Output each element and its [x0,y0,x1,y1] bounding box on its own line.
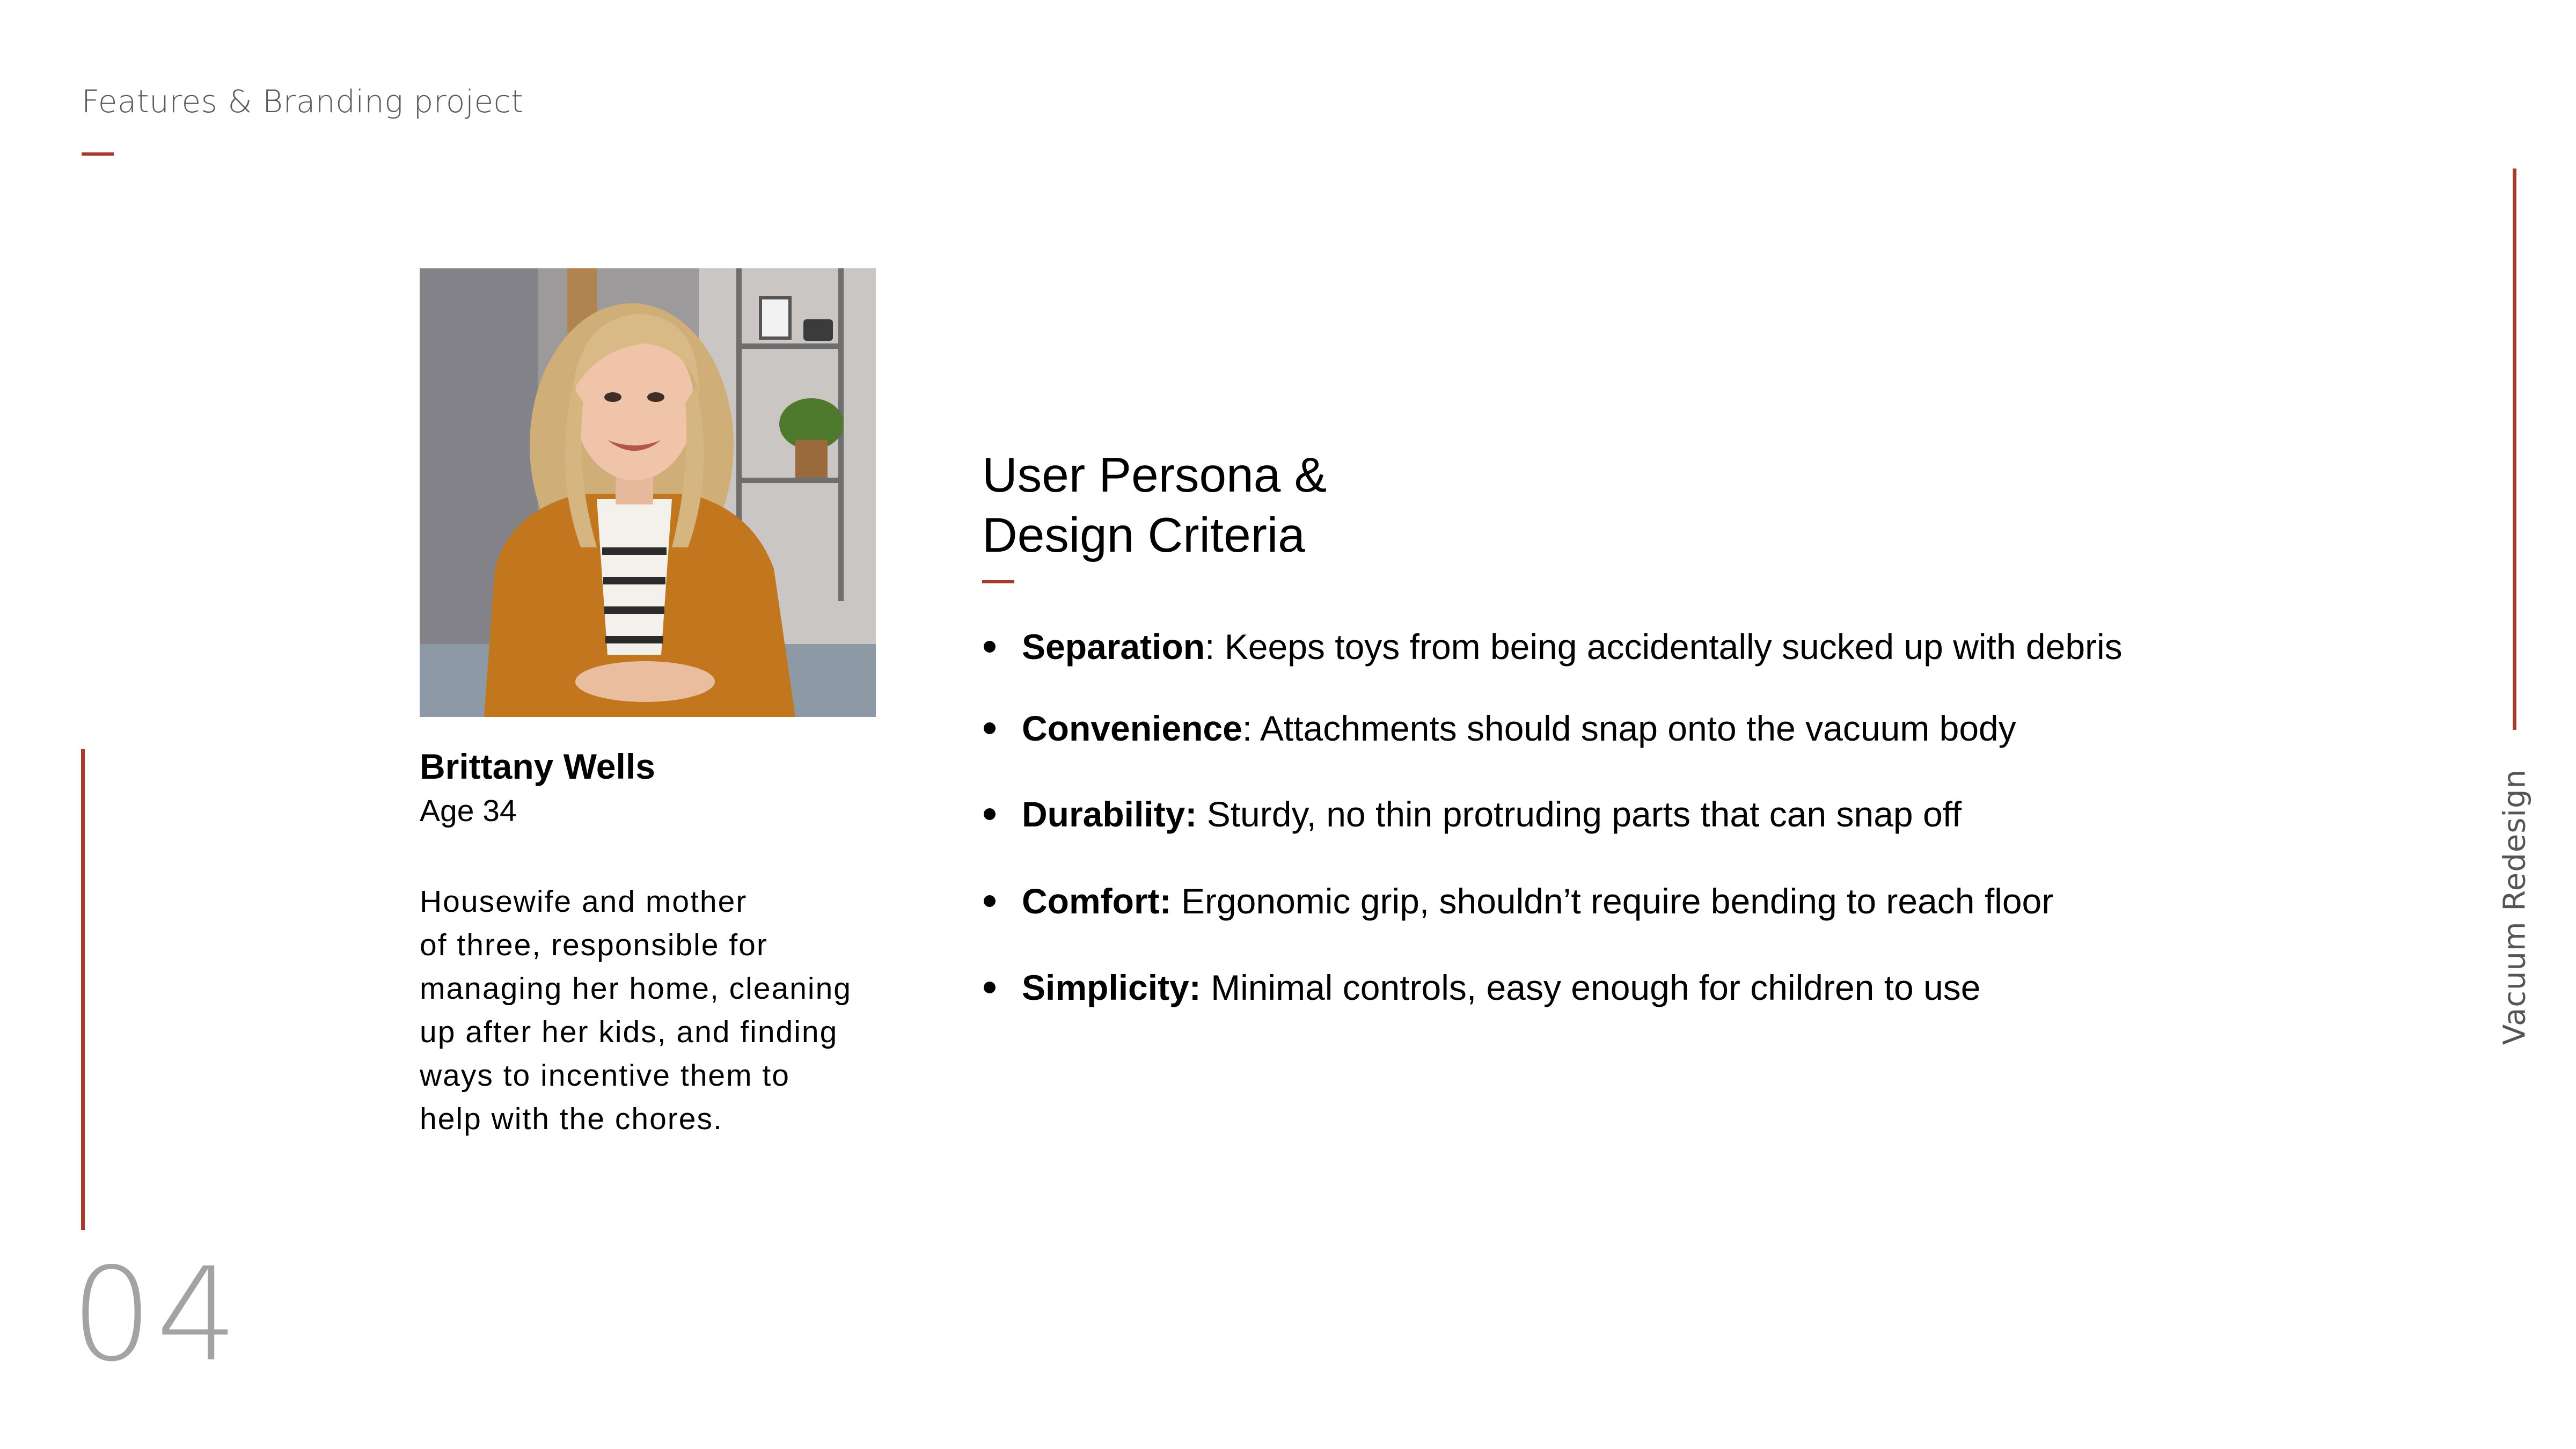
criteria-description: Keeps toys from being accidentally sucked up with debris [1224,627,2123,667]
left-accent-rule [81,749,85,1230]
criteria-text [1022,963,1981,1012]
vertical-section-label: Vacuum Redesign [2497,769,2533,1045]
criteria-text [1022,704,2016,752]
page-number: 04 [71,1240,241,1390]
persona-photo [420,268,876,717]
criteria-term: Separation [1022,627,1205,667]
criteria-text [1022,877,2053,925]
section-title [982,445,1327,566]
header-accent-bar [82,152,114,156]
bullet-icon [984,722,996,734]
criteria-description: Sturdy, no thin protruding parts that can snap off [1206,794,1962,834]
criteria-term: Convenience [1022,708,1242,748]
criteria-text [1022,790,1962,838]
criteria-term: Comfort: [1022,881,1172,921]
persona-photo-illustration [420,268,876,717]
persona-bio [420,880,903,1141]
bullet-icon [984,641,996,653]
criteria-term: Durability: [1022,794,1197,834]
criteria-separator [1172,881,1181,921]
section-accent-bar [982,580,1014,583]
criteria-description: Minimal controls, easy enough for children to use [1211,968,1981,1007]
persona-name: Brittany Wells [420,747,655,786]
criteria-separator [1197,794,1206,834]
persona-bio-line: up after her kids, and finding [420,1015,838,1049]
criteria-description: Attachments should snap onto the vacuum body [1260,708,2016,748]
bullet-icon [984,895,996,907]
persona-age: Age 34 [420,794,517,828]
criteria-description: Ergonomic grip, shouldn’t require bending to reach floor [1181,881,2054,921]
bullet-icon [984,982,996,993]
persona-bio-line: of three, responsible for [420,928,768,962]
persona-bio-line: Housewife and mother [420,884,748,919]
right-accent-rule [2513,169,2516,730]
criteria-separator: : [1205,627,1225,667]
bullet-icon [984,808,996,820]
criteria-separator: : [1242,708,1260,748]
project-title: Features & Branding project [82,83,524,120]
persona-bio-line: ways to incentive them to [420,1058,790,1093]
criteria-term: Simplicity: [1022,968,1201,1007]
section-title-line: Design Criteria [982,508,1305,562]
section-title-line: User Persona & [982,448,1327,502]
persona-bio-line: help with the chores. [420,1102,723,1136]
criteria-separator [1201,968,1211,1007]
persona-bio-line: managing her home, cleaning [420,971,852,1006]
criteria-text [1022,623,2123,671]
